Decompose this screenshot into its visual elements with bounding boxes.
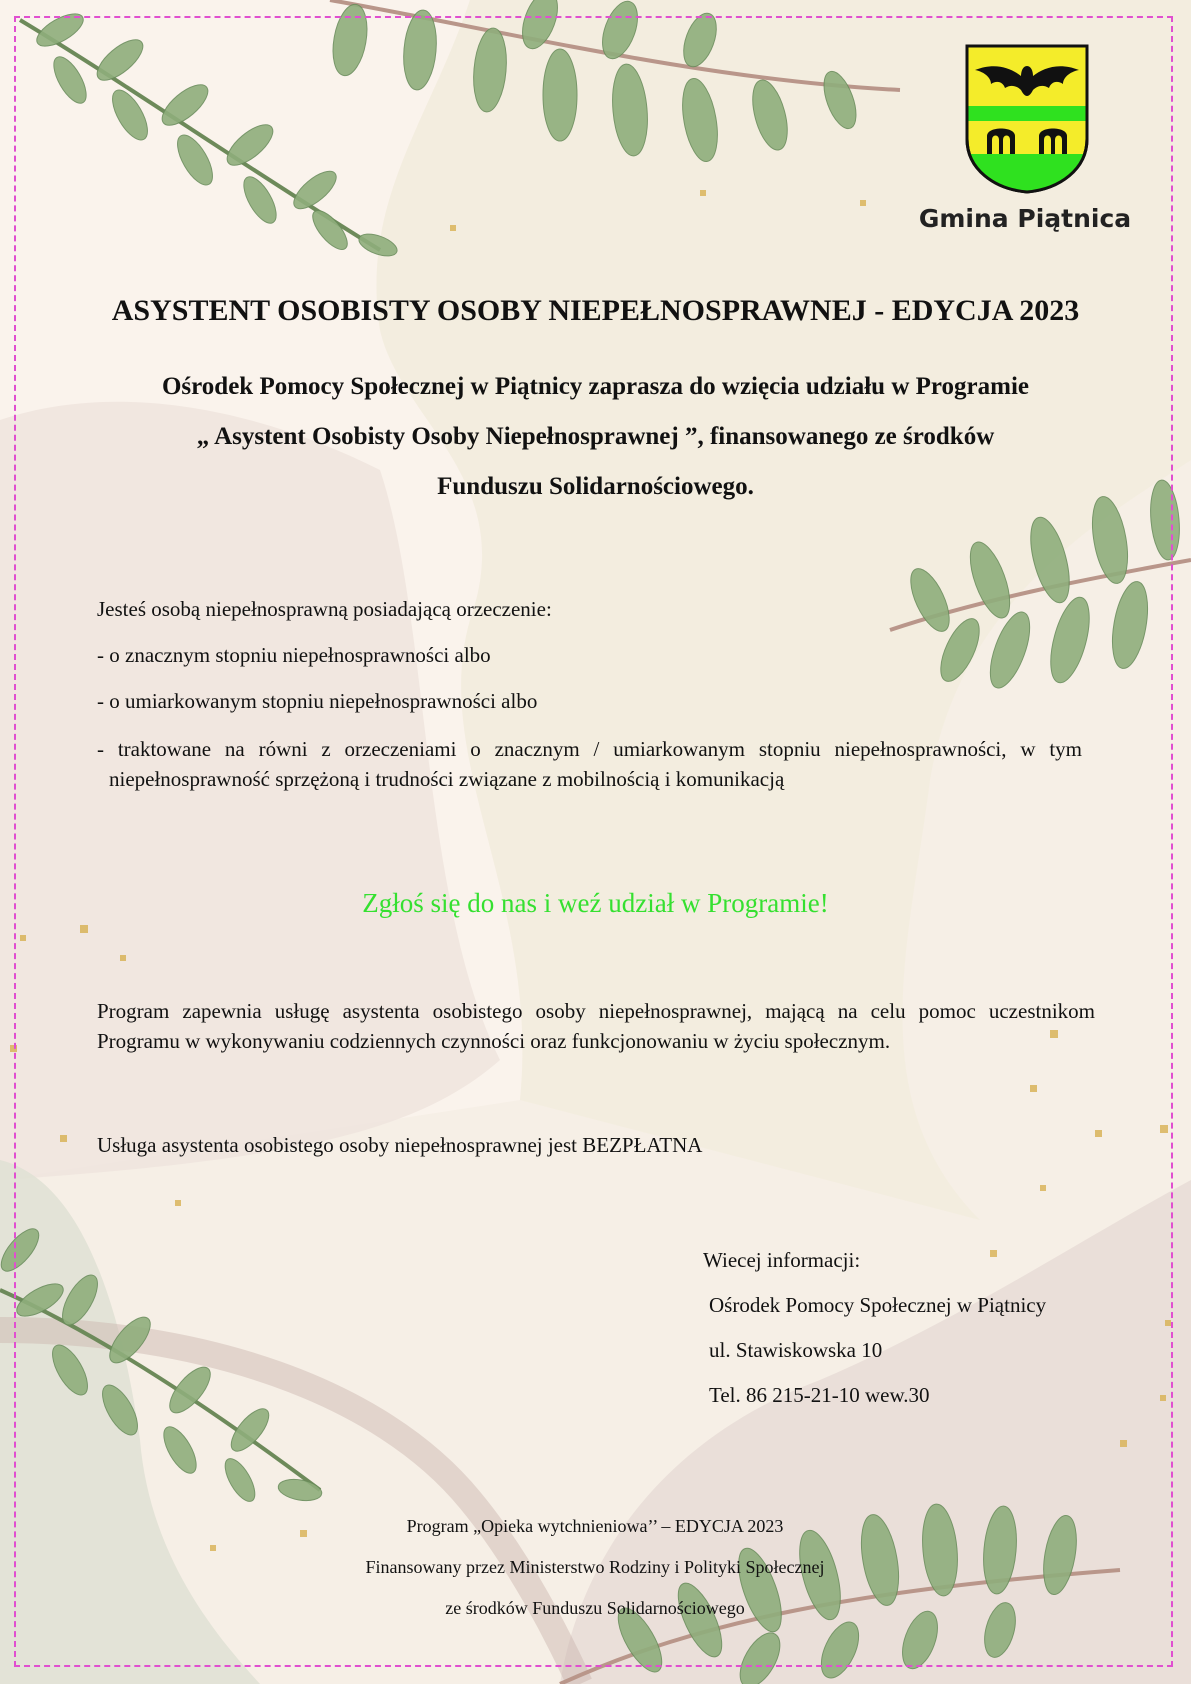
intro-line: „ Asystent Osobisty Osoby Niepełnosprawnej ”, finansowanego ze środków xyxy=(196,423,995,450)
contact-address: ul. Stawiskowska 10 xyxy=(709,1338,883,1362)
call-to-action: Zgłoś się do nas i weź udział w Programie! xyxy=(362,888,829,918)
logo-text: Gmina Piątnica xyxy=(918,204,1132,233)
free-note: Usługa asystenta osobistego osoby niepełnosprawnej jest BEZPŁATNA xyxy=(97,1133,703,1157)
bat-coat-of-arms-icon xyxy=(965,44,1089,194)
contact-phone: Tel. 86 215-21-10 wew.30 xyxy=(709,1383,930,1407)
contact-label: Wiecej informacji: xyxy=(703,1248,861,1272)
contact-info xyxy=(703,1248,1143,1428)
contact-organization: Ośrodek Pomocy Społecznej w Piątnicy xyxy=(709,1293,1047,1317)
footer-line: Finansowany przez Ministerstwo Rodziny i Polityki Społecznej xyxy=(365,1557,825,1577)
eligibility-list xyxy=(97,596,1082,814)
list-item: - o umiarkowanym stopniu niepełnosprawności albo xyxy=(97,689,538,713)
page-title: ASYSTENT OSOBISTY OSOBY NIEPEŁNOSPRAWNEJ - EDYCJA 2023 xyxy=(111,294,1080,327)
list-item: - o znacznym stopniu niepełnosprawności albo xyxy=(97,643,491,667)
intro-line: Funduszu Solidarnościowego. xyxy=(437,473,754,500)
eligibility-lead: Jesteś osobą niepełnosprawną posiadającą orzeczenie: xyxy=(97,597,552,621)
footer-line: ze środków Funduszu Solidarnościowego xyxy=(445,1598,745,1618)
list-item: - traktowane na równi z orzeczeniami o znacznym / umiarkowanym stopniu niepełnosprawności, w tym niepełnosprawność sprzężoną i trudności związane z mobilnością i komunikacją xyxy=(97,737,1082,791)
program-description: Program zapewnia usługę asystenta osobistego osoby niepełnosprawnej, mającą na celu pomoc uczestnikom Programu w wykonywaniu codziennych czynności oraz funkcjonowaniu w życiu społecznym. xyxy=(97,999,1095,1053)
intro-text xyxy=(80,362,1111,512)
intro-line: Ośrodek Pomocy Społecznej w Piątnicy zaprasza do wzięcia udziału w Programie xyxy=(161,373,1030,400)
footer-line: Program „Opieka wytchnieniowa’’ – EDYCJA 2023 xyxy=(406,1516,784,1536)
footer xyxy=(140,1516,1050,1639)
